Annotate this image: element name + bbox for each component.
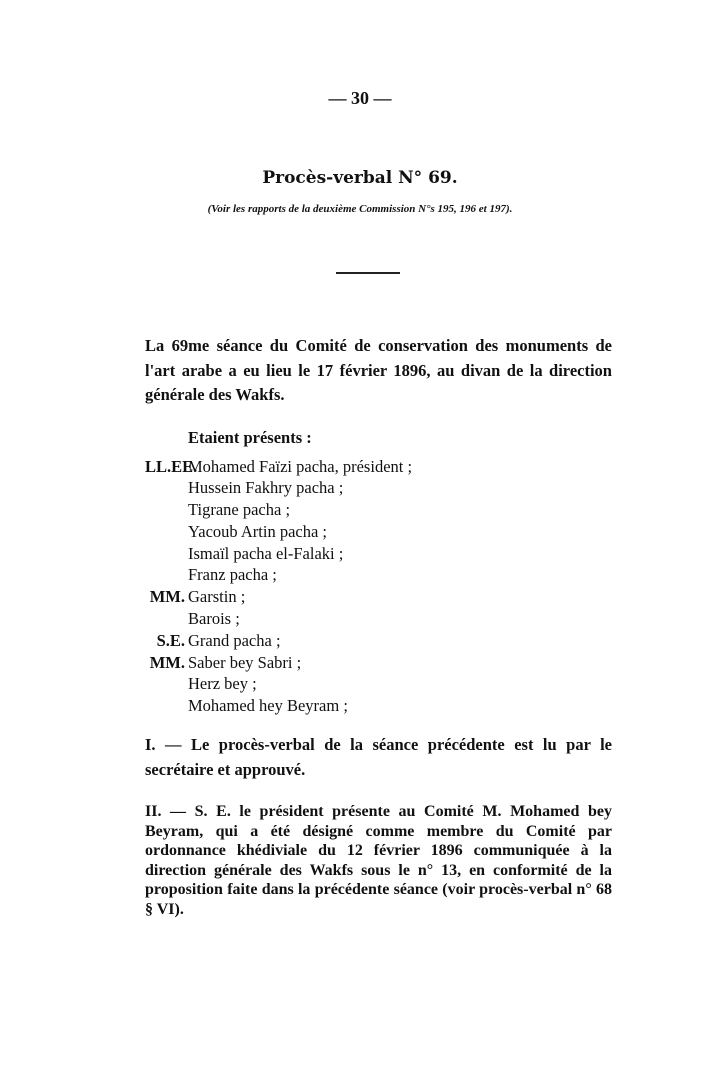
attendee-row <box>145 543 612 565</box>
attendee-name: Mohamed hey Beyram ; <box>188 696 348 716</box>
attendee-title: MM. <box>149 587 185 607</box>
attendee-row <box>145 477 612 499</box>
item-ii-paragraph: II. — S. E. le président présente au Comité M. Mohamed bey Beyram, qui a été désigné comme membre du Comité par ordonnance khédiviale du 12 février 1896 communiquée à la direction générale des Wakfs sous le n° 13, en conformité de la proposition faite dans la précédente séance (voir procès-verbal n° 68 § VI). <box>145 803 612 919</box>
item-i-paragraph: I. — Le procès-verbal de la séance précédente est lu par le secrétaire et approuvé. <box>145 735 612 779</box>
attendee-title: LL.EE. <box>145 456 198 476</box>
attendee-name: Yacoub Artin pacha ; <box>188 521 328 541</box>
attendee-row <box>145 521 612 543</box>
section-divider <box>336 272 400 274</box>
attendee-row <box>145 673 612 695</box>
attendee-name: Barois ; <box>188 609 240 629</box>
opening-paragraph: La 69me séance du Comité de conservation des monuments de l'art arabe a eu lieu le 17 février 1896, au divan de la direction générale des Wakfs. <box>145 336 612 404</box>
attendee-name: Hussein Fakhry pacha ; <box>188 478 344 498</box>
attendee-name: Saber bey Sabri ; <box>188 652 302 672</box>
attendee-row <box>145 652 612 674</box>
document-title: Procès-verbal N° 69. <box>262 168 458 188</box>
attendees-heading: Etaient présents : <box>188 427 312 447</box>
attendee-row <box>145 586 612 608</box>
page-number: — 30 — <box>328 88 392 108</box>
attendee-name: Garstin ; <box>188 587 246 607</box>
attendee-name: Herz bey ; <box>188 674 257 694</box>
attendee-title: S.E. <box>156 630 185 650</box>
attendee-name: Grand pacha ; <box>188 630 281 650</box>
attendee-name: Ismaïl pacha el-Falaki ; <box>188 543 344 563</box>
attendee-row <box>145 499 612 521</box>
attendee-row <box>145 695 612 717</box>
attendee-list <box>145 456 612 718</box>
document-body <box>145 334 612 920</box>
attendee-name: Mohamed Faïzi pacha, président ; <box>188 456 413 476</box>
attendee-row <box>145 564 612 586</box>
attendee-row <box>145 608 612 630</box>
attendee-row <box>145 456 612 478</box>
attendee-row <box>145 630 612 652</box>
attendee-name: Franz pacha ; <box>188 565 277 585</box>
attendee-name: Tigrane pacha ; <box>188 500 291 520</box>
attendee-title: MM. <box>149 652 185 672</box>
subtitle-reference: (Voir les rapports de la deuxième Commission N°s 195, 196 et 197). <box>207 203 513 215</box>
